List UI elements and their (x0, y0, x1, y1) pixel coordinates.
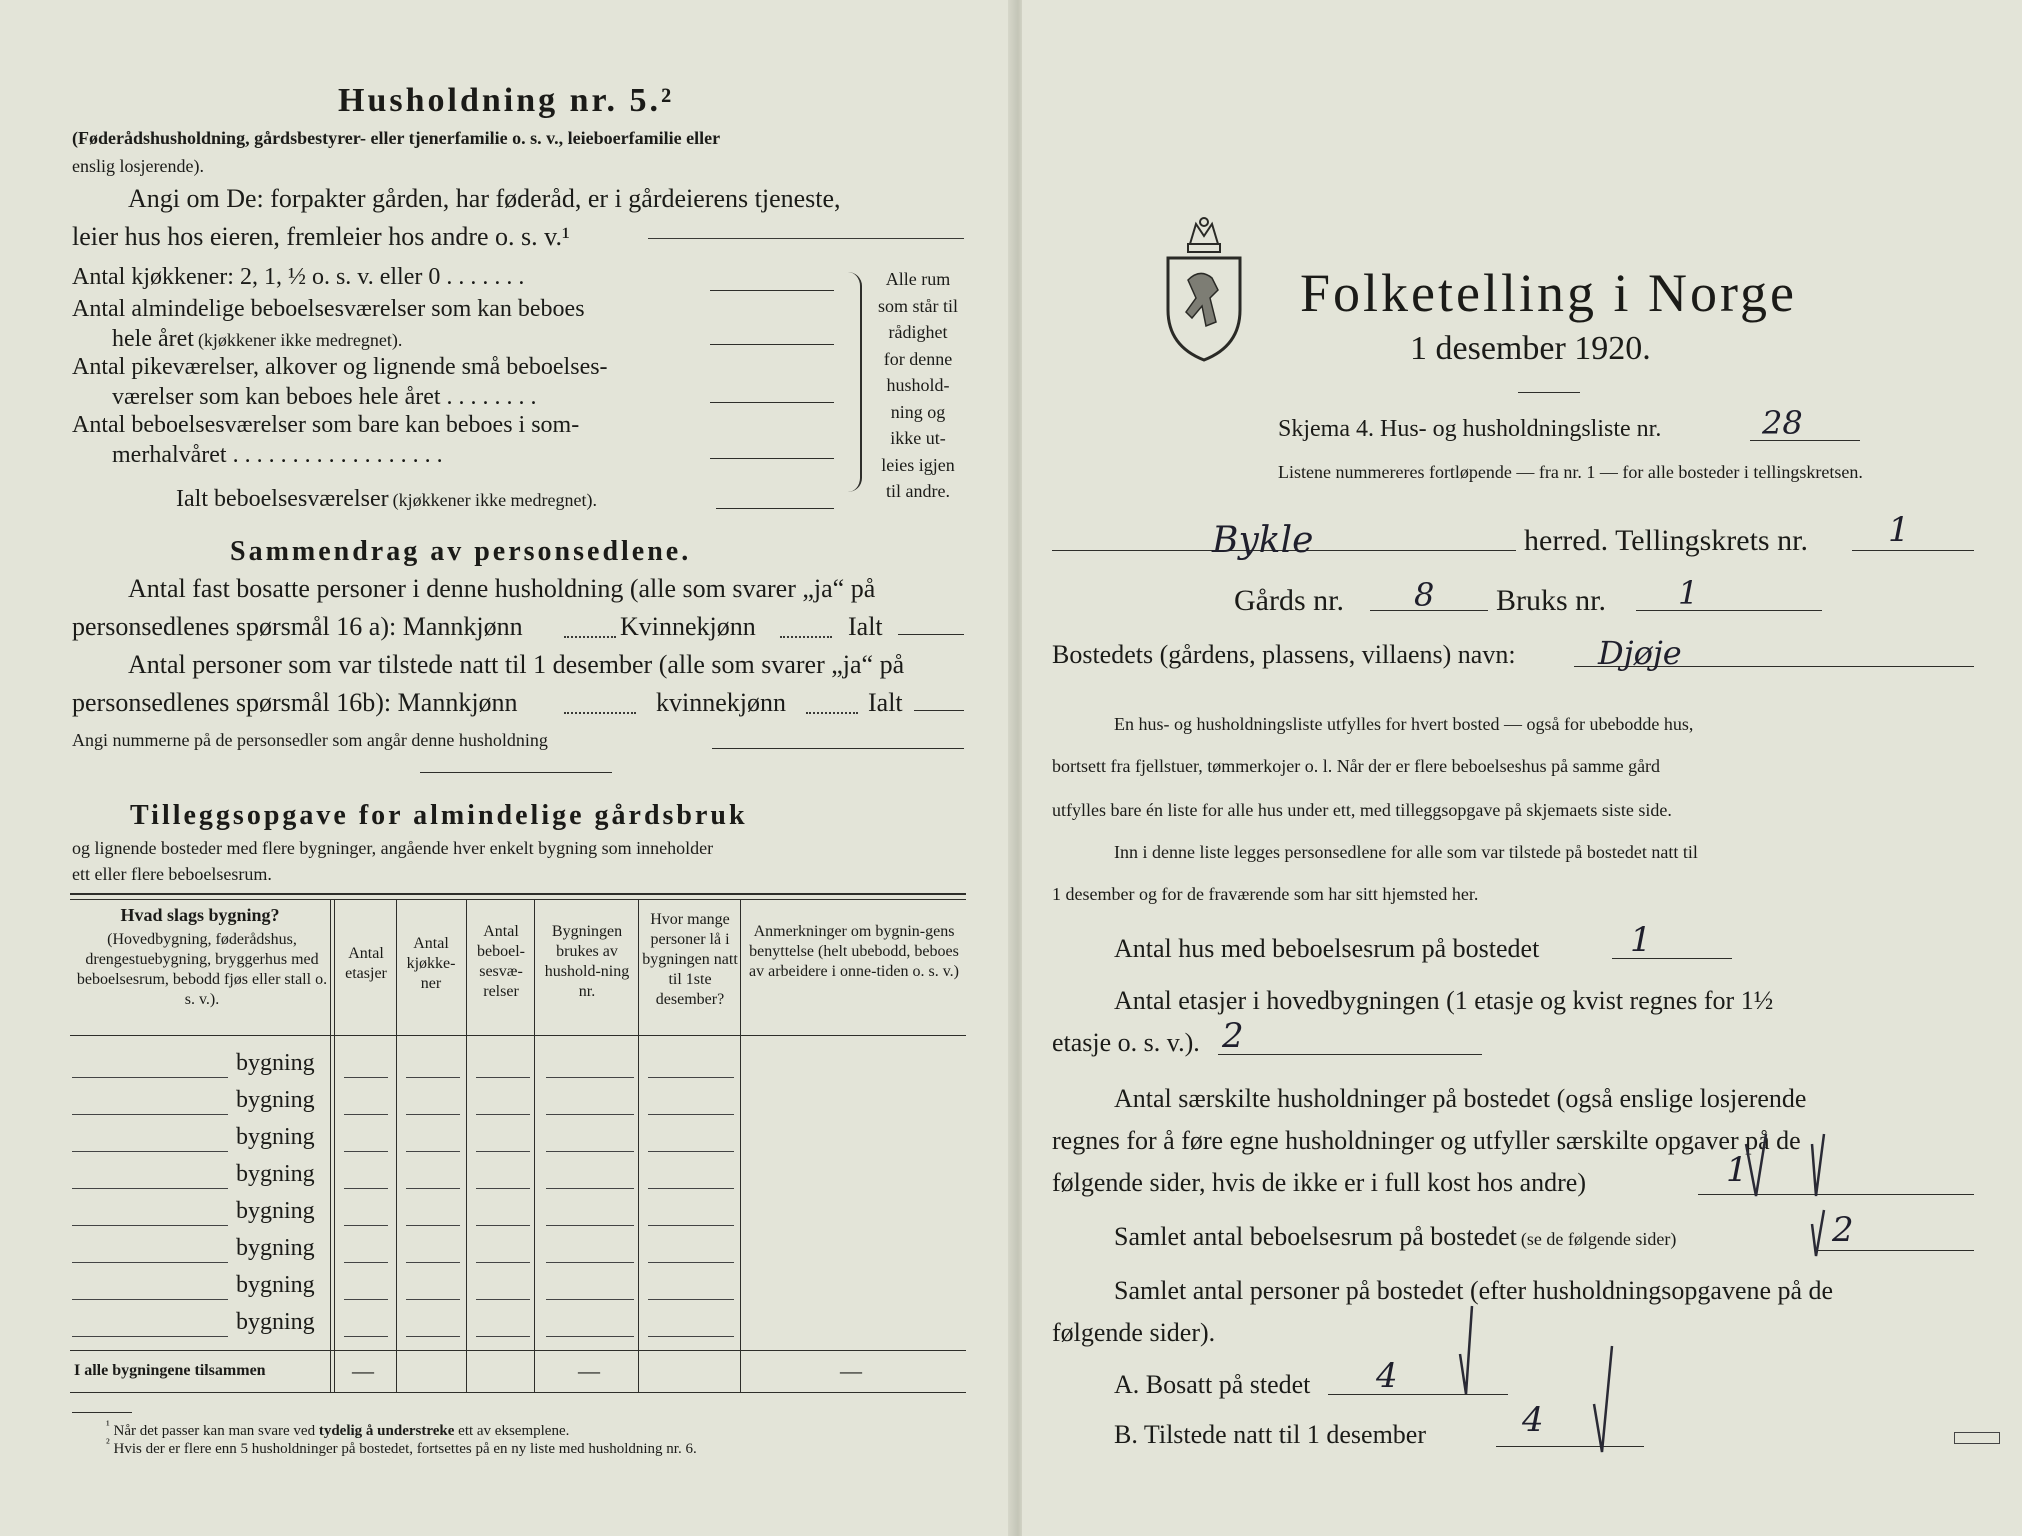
ialt-label-2: Ialt (868, 688, 903, 717)
tillegg-line-1: og lignende bosteder med flere bygninger, angående hver enkelt bygning som inneholder (72, 838, 714, 858)
antal-hus-handwritten: 1 (1630, 920, 1652, 960)
brace-note: Alle rum som står til rådighet for denne hushold- ning og ikke ut- leies igjen til andre. (878, 269, 958, 501)
row-cell-line (476, 1077, 530, 1078)
row-cell-line (546, 1077, 634, 1078)
row-blank-line (72, 1114, 228, 1115)
row-blank-line (72, 1299, 228, 1300)
row-cell-line (406, 1299, 460, 1300)
col-head-husholdning: Bygningen brukes av hushold-ning nr. (544, 923, 630, 1000)
row-cell-line (648, 1299, 734, 1300)
row-cell-line (648, 1225, 734, 1226)
row-cell-line (344, 1336, 388, 1337)
samlet-personer-line-2: følgende sider). (1052, 1318, 1216, 1347)
col-head-etasjer: Antal etasjer (345, 945, 387, 982)
sammendrag-title: Sammendrag av personsedlene. (230, 536, 692, 567)
etasjer-handwritten: 2 (1222, 1016, 1244, 1056)
husholdninger-line-1: Antal særskilte husholdninger på bostedet (også enslige losjerende (1114, 1084, 1807, 1113)
row-cell-line (344, 1262, 388, 1263)
almindelige-line: Antal almindelige beboelsesværelser som kan beboes (72, 296, 585, 322)
sammendrag-line-4: personsedlenes spørsmål 16b): Mannkjønn (72, 688, 518, 717)
row-cell-line (344, 1077, 388, 1078)
ialt-line (176, 486, 597, 513)
hele-aret-line (112, 326, 402, 353)
row-cell-line (476, 1336, 530, 1337)
bruks-label: Bruks nr. (1496, 584, 1607, 617)
hele-aret-text: hele året (112, 326, 194, 352)
angi-nummerne-line: Angi nummerne på de personsedler som angår denne husholdning (72, 730, 548, 750)
form-date: 1 desember 1920. (1410, 330, 1651, 367)
table-total-label: I alle bygningene tilsammen (74, 1362, 266, 1379)
check-marks-lower (1454, 1304, 1634, 1464)
gards-nr-handwritten: 8 (1414, 576, 1435, 614)
etasjer-line-1: Antal etasjer i hovedbygningen (1 etasje og kvist regnes for 1½ (1114, 986, 1774, 1015)
sammendrag-line-1: Antal fast bosatte personer i denne husholdning (alle som svarer „ja“ på (128, 574, 876, 603)
kjokkener-line: Antal kjøkkener: 2, 1, ½ o. s. v. eller 0 . . . . . . . (72, 264, 525, 290)
row-blank-line (72, 1262, 228, 1263)
ialt-note: (kjøkkener ikke medregnet). (392, 490, 598, 510)
total-dash-etasjer: — (352, 1358, 374, 1383)
row-cell-line (476, 1114, 530, 1115)
row-cell-line (546, 1114, 634, 1115)
row-cell-line (476, 1299, 530, 1300)
row-cell-line (344, 1114, 388, 1115)
tillegg-title: Tilleggsopgave for almindelige gårdsbruk (130, 800, 748, 831)
table-row-label: bygning (236, 1309, 315, 1335)
row-cell-line (406, 1262, 460, 1263)
col-head-bygning: Hvad slags bygning? (120, 905, 280, 925)
row-cell-line (344, 1225, 388, 1226)
table-row-label: bygning (236, 1272, 315, 1298)
husholdninger-line-2: regnes for å føre egne husholdninger og utfyller særskilte opgaver på de (1052, 1126, 1801, 1155)
bosted-label: Bostedets (gårdens, plassens, villaens) navn: (1052, 640, 1516, 669)
antal-hus-label: Antal hus med beboelsesrum på bostedet (1114, 934, 1540, 963)
info-line-4: Inn i denne liste legges personsedlene for alle som var tilstede på bostedet natt til (1114, 842, 1698, 862)
household-title: Husholdning nr. 5.² (338, 82, 675, 119)
col-head-anmerkninger: Anmerkninger om bygnin-gens benyttelse (helt ubebodd, beboes av arbeidere i onne-tiden o. s. v.) (749, 923, 959, 980)
info-line-2: bortsett fra fjellstuer, tømmerkojer o. l. Når der er flere beboelseshus på samme gård (1052, 756, 1661, 776)
row-cell-line (546, 1299, 634, 1300)
pikevaerelser-line: Antal pikeværelser, alkover og lignende små beboelses- (72, 354, 608, 380)
row-cell-line (344, 1299, 388, 1300)
table-row-label: bygning (236, 1161, 315, 1187)
row-blank-line (72, 1188, 228, 1189)
samlet-rum-label: Samlet antal beboelsesrum på bostedet (1114, 1222, 1517, 1251)
row-cell-line (648, 1188, 734, 1189)
col-head-kjokkener: Antal kjøkke-ner (406, 935, 456, 992)
household-subtitle-1: (Føderådshusholdning, gårdsbestyrer- eller tjenerfamilie o. s. v., leieboerfamilie eller (72, 128, 721, 148)
row-cell-line (476, 1262, 530, 1263)
kvinnekjonn-label-2: kvinnekjønn (656, 688, 786, 717)
right-page (1022, 0, 2022, 1536)
household-subtitle-2: enslig losjerende). (72, 156, 204, 176)
ialt-label-1: Ialt (848, 612, 883, 641)
sommerhalvaret-line-2: merhalvåret . . . . . . . . . . . . . . . . . . (112, 442, 443, 468)
check-marks (1742, 1130, 1982, 1470)
row-cell-line (546, 1225, 634, 1226)
row-cell-line (546, 1262, 634, 1263)
tillegg-line-2: ett eller flere beboelsesrum. (72, 864, 272, 884)
sommerhalvaret-line-1: Antal beboelsesværelser som bare kan beboes i som- (72, 412, 580, 438)
row-cell-line (546, 1151, 634, 1152)
etasjer-line-2: etasje o. s. v.). (1052, 1028, 1200, 1057)
kvinnekjonn-label-1: Kvinnekjønn (620, 612, 756, 641)
footnote-1: $^{^1}$ Når det passer kan man svare ved tydelig å understreke ett av eksemplene. (106, 1418, 570, 1439)
row-cell-line (476, 1225, 530, 1226)
row-cell-line (406, 1114, 460, 1115)
row-cell-line (648, 1336, 734, 1337)
printer-stamp (1954, 1432, 2000, 1444)
row-cell-line (648, 1151, 734, 1152)
row-cell-line (344, 1188, 388, 1189)
bosted-handwritten: Djøje (1598, 634, 1682, 672)
col-head-bygning-note: (Hovedbygning, føderådshus, drengestuebygning, bryggerhus med beboelsesrum, bebodd fjøs eller stall o. s. v.). (76, 931, 328, 1008)
gards-label: Gårds nr. (1234, 584, 1344, 617)
row-cell-line (648, 1262, 734, 1263)
husholdninger-handwritten: 1 (1726, 1150, 1748, 1190)
samlet-rum-line (1114, 1222, 1676, 1252)
sammendrag-line-3: Antal personer som var tilstede natt til 1 desember (alle som svarer „ja“ på (128, 650, 905, 679)
row-blank-line (72, 1077, 228, 1078)
table-row-label: bygning (236, 1087, 315, 1113)
ialt-text: Ialt beboelsesværelser (176, 486, 389, 512)
row-blank-line (72, 1225, 228, 1226)
bosatt-handwritten: 4 (1376, 1356, 1398, 1396)
info-line-3: utfylles bare én liste for alle hus under ett, med tilleggsopgave på skjemaets siste side. (1052, 800, 1672, 820)
info-line-5: 1 desember og for de fraværende som har sitt hjemsted her. (1052, 884, 1479, 904)
col-head-personer: Hvor mange personer lå i bygningen natt til 1ste desember? (642, 911, 738, 1008)
table-row-label: bygning (236, 1198, 315, 1224)
tellingskrets-handwritten: 1 (1888, 510, 1910, 550)
angi-line-1: Angi om De: forpakter gården, har føderåd, er i gårdeierens tjeneste, (128, 184, 841, 213)
listene-line: Listene nummereres fortløpende — fra nr. 1 — for alle bosteder i tellingskretsen. (1278, 462, 1863, 482)
skjema-nr-handwritten: 28 (1762, 404, 1803, 442)
row-cell-line (476, 1188, 530, 1189)
angi-line-2: leier hus hos eieren, fremleier hos andre o. s. v.¹ (72, 222, 570, 251)
row-cell-line (406, 1188, 460, 1189)
vaerelser-aret-line: værelser som kan beboes hele året . . . . . . . . (112, 384, 537, 410)
total-dash-anmerkninger: — (840, 1358, 862, 1383)
husholdninger-line-3: følgende sider, hvis de ikke er i full kost hos andre) (1052, 1168, 1586, 1197)
row-cell-line (406, 1151, 460, 1152)
row-blank-line (72, 1151, 228, 1152)
herred-label: herred. Tellingskrets nr. (1524, 524, 1808, 557)
col-head-beboelsesvaerelser: Antal beboel-sesvæ-relser (477, 923, 525, 1000)
footnote-2: $^{^2}$ Hvis der er flere enn 5 husholdninger på bostedet, fortsettes på en ny liste med husholdning nr. 6. (106, 1436, 697, 1457)
brace (846, 272, 862, 492)
row-cell-line (406, 1336, 460, 1337)
total-dash-husholdning: — (578, 1358, 600, 1383)
form-title: Folketelling i Norge (1300, 263, 1797, 323)
skjema-line: Skjema 4. Hus- og husholdningsliste nr. (1278, 416, 1662, 442)
bruks-nr-handwritten: 1 (1678, 574, 1699, 612)
row-cell-line (546, 1188, 634, 1189)
coat-of-arms-icon (1164, 214, 1244, 364)
row-cell-line (406, 1225, 460, 1226)
tilstede-handwritten: 4 (1522, 1400, 1544, 1440)
herred-handwritten: Bykle (1212, 520, 1314, 561)
info-line-1: En hus- og husholdningsliste utfylles for hvert bosted — også for ubebodde hus, (1114, 714, 1694, 734)
row-cell-line (546, 1336, 634, 1337)
tilstede-label: B. Tilstede natt til 1 desember (1114, 1420, 1426, 1449)
table-row-label: bygning (236, 1050, 315, 1076)
row-blank-line (72, 1336, 228, 1337)
table-row-label: bygning (236, 1124, 315, 1150)
row-cell-line (344, 1151, 388, 1152)
bosatt-label: A. Bosatt på stedet (1114, 1370, 1311, 1399)
sammendrag-line-2: personsedlenes spørsmål 16 a): Mannkjønn (72, 612, 523, 641)
kjokkener-ikke-medregnet: (kjøkkener ikke medregnet). (197, 330, 403, 350)
table-row-label: bygning (236, 1235, 315, 1261)
row-cell-line (648, 1114, 734, 1115)
samlet-rum-note: (se de følgende sider) (1520, 1229, 1677, 1249)
row-cell-line (406, 1077, 460, 1078)
row-cell-line (648, 1077, 734, 1078)
row-cell-line (476, 1151, 530, 1152)
samlet-rum-handwritten: 2 (1832, 1210, 1854, 1250)
samlet-personer-line-1: Samlet antal personer på bostedet (efter husholdningsopgavene på de (1114, 1276, 1834, 1305)
